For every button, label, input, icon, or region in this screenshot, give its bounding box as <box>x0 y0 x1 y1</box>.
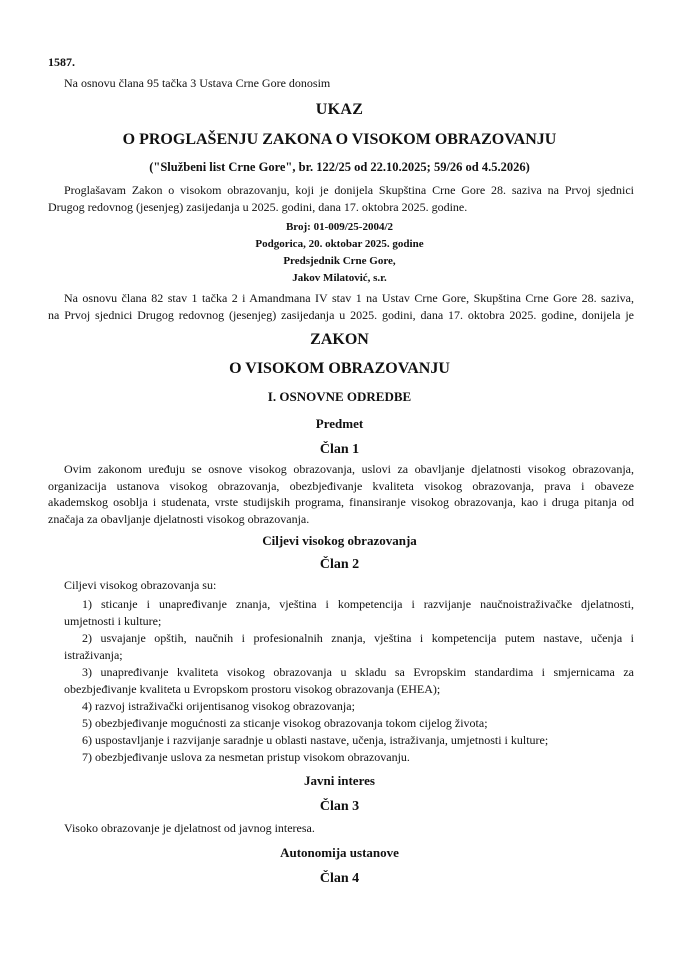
list-item-line: 4) razvoj istraživački orijentisanog visokog obrazovanja; <box>82 699 355 713</box>
adoption-paragraph <box>48 290 634 323</box>
article-1-line: akademskog osoblja i studenata, vrste studijskih programa, finansiranje visokog obrazovanja, kao i druga pitanja od <box>48 495 634 509</box>
decree-title: UKAZ <box>315 101 364 118</box>
list-item-line: umjetnosti i kulture; <box>64 613 162 628</box>
heading-ciljevi: Ciljevi visokog obrazovanja <box>262 533 417 548</box>
article-1-line: Ovim zakonom uređuju se osnove visokog obrazovanja, uslovi za obavljanje djelatnosti visokog obrazovanja, <box>64 462 634 476</box>
article-1-line: organizacija ustanova visokog obrazovanja, obezbjeđivanje kvaliteta visokog obrazovanja, prava i obaveze <box>48 478 634 493</box>
list-item <box>64 664 634 697</box>
article-1-title: Član 1 <box>319 442 360 457</box>
article-1-text <box>48 461 634 527</box>
gazette-entry-number: 1587. <box>48 55 75 69</box>
list-item <box>82 732 634 749</box>
list-item <box>82 715 634 732</box>
adoption-line: Na osnovu člana 82 stav 1 tačka 2 i Amandmana IV stav 1 na Ustav Crne Gore, Skupština Crne Gore 28. saziva, <box>64 291 634 305</box>
proclamation-paragraph <box>48 182 634 215</box>
signatory-role: Predsjednik Crne Gore, <box>283 255 396 267</box>
list-item-line: obezbjeđivanje kvaliteta u Evropskom prostoru visokog obrazovanja (EHEA); <box>64 681 441 696</box>
article-1-line: značaja za obavljanje djelatnosti visokog obrazovanja. <box>48 511 310 526</box>
list-item-line: 2) usvajanje opštih, naučnih i profesionalnih znanja, vještina i kompetencija putem nastave, učenja i <box>82 631 634 645</box>
list-item-line: 5) obezbjeđivanje mogućnosti za sticanje visokog obrazovanja tokom cijelog života; <box>82 716 488 730</box>
decree-place-date: Podgorica, 20. oktobar 2025. godine <box>255 238 424 250</box>
article-3-title: Član 3 <box>319 799 360 814</box>
heading-javni-interes: Javni interes <box>304 773 375 788</box>
list-item-line: 3) unapređivanje kvaliteta visokog obrazovanja u skladu sa Evropskim standardima i smjernicama za <box>82 665 634 679</box>
signatory-name: Jakov Milatović, s.r. <box>292 272 387 284</box>
article-4-title: Član 4 <box>319 871 360 886</box>
heading-predmet: Predmet <box>315 416 364 431</box>
article-2-title: Član 2 <box>319 557 360 572</box>
law-title: ZAKON <box>310 331 369 348</box>
decree-subtitle: O PROGLAŠENJU ZAKONA O VISOKOM OBRAZOVANJU <box>122 131 557 148</box>
legal-basis-intro: Na osnovu člana 95 tačka 3 Ustava Crne Gore donosim <box>64 76 331 90</box>
section-title: I. OSNOVNE ODREDBE <box>267 389 412 404</box>
article-3-text: Visoko obrazovanje je djelatnost od javnog interesa. <box>64 821 315 835</box>
decree-number: Broj: 01-009/25-2004/2 <box>285 221 394 233</box>
gazette-reference: ("Službeni list Crne Gore", br. 122/25 od 22.10.2025; 59/26 od 4.5.2026) <box>149 160 530 174</box>
list-item <box>82 749 634 766</box>
list-item-line: 7) obezbjeđivanje uslova za nesmetan pristup visokom obrazovanju. <box>82 750 410 764</box>
adoption-line: na Prvoj sjednici Drugog redovnog (jesenjeg) zasijedanja u 2025. godini, dana 17. oktobra 2025. godine, donijela je <box>48 307 634 322</box>
list-item <box>64 630 634 663</box>
list-item-line: 1) sticanje i unapređivanje znanja, vještina i kompetencija i razvijanje naučnoistraživačke djelatnosti, <box>82 597 634 611</box>
list-item-line: 6) uspostavljanje i razvijanje saradnje u oblasti nastave, učenja, istraživanja, umjetnosti i kulture; <box>82 733 549 747</box>
proclamation-line: Proglašavam Zakon o visokom obrazovanju, koji je donijela Skupština Crne Gore 28. saziva na Prvoj sjednici <box>64 183 634 197</box>
list-item <box>82 698 634 715</box>
proclamation-line: Drugog redovnog (jesenjeg) zasijedanja u 2025. godini, dana 17. oktobra 2025. godine. <box>48 199 468 214</box>
list-item-line: istraživanja; <box>64 647 123 662</box>
heading-autonomija: Autonomija ustanove <box>280 845 399 860</box>
article-2-intro: Ciljevi visokog obrazovanja su: <box>64 578 217 592</box>
list-item <box>64 596 634 629</box>
law-subtitle: O VISOKOM OBRAZOVANJU <box>229 360 450 377</box>
